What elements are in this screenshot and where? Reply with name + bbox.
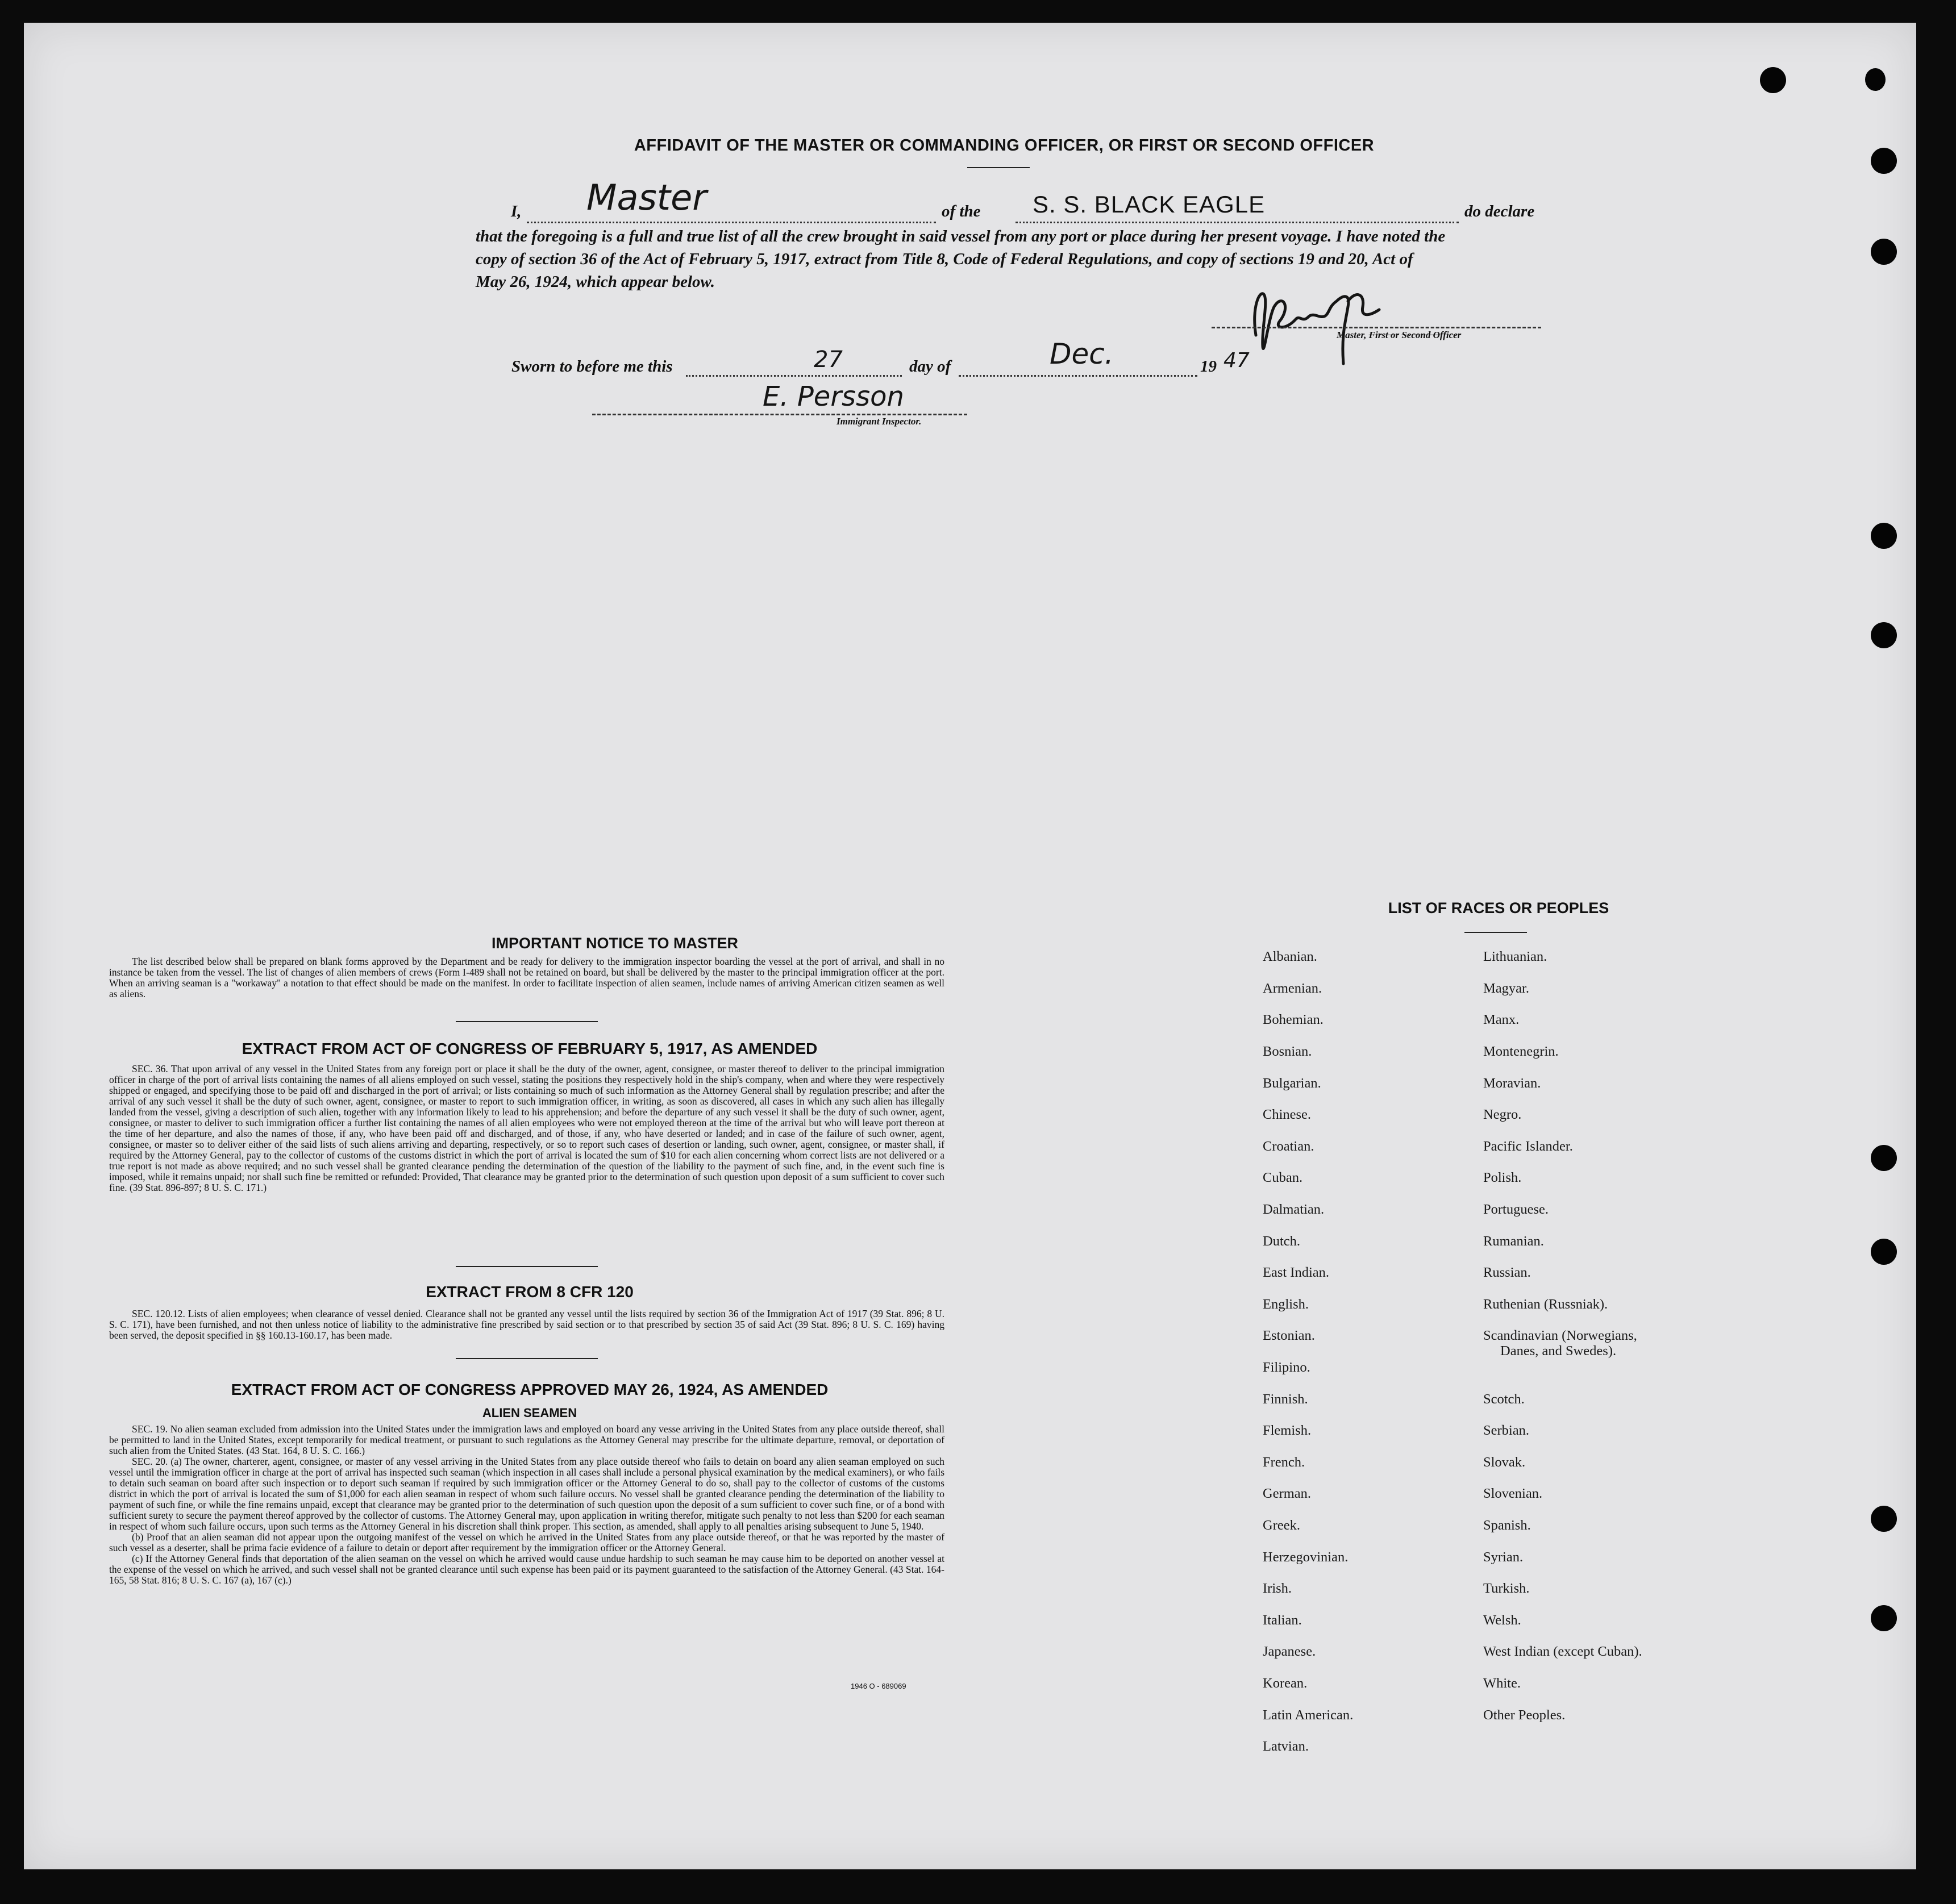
race-right-item: Slovak. bbox=[1483, 1455, 1526, 1470]
race-left-item: Flemish. bbox=[1263, 1423, 1312, 1438]
race-right-item: Magyar. bbox=[1483, 981, 1529, 996]
master-handwritten: Master bbox=[586, 177, 707, 218]
race-left-item: Greek. bbox=[1263, 1518, 1300, 1533]
race-right-item: Polish. bbox=[1483, 1170, 1522, 1185]
race-left-item: English. bbox=[1263, 1297, 1309, 1312]
section-36-text: SEC. 36. That upon arrival of any vessel in the United States from any foreign port or place it shall be the duty of the owner, agent, consignee, or master thereof to deliver to the principal immigration officer in charge of the port of arrival lists containing the names of all aliens employed on such vessel, stating the positions they respectively hold in the ship's company, when and where they were respectively shipped or engaged, and specifying those to be paid off and discharged in the port of arrival; or lists containing so much of such information as the Attorney General shall by regulation prescribe; and after the arrival of any such vessel it shall be the duty of such owner, agent, consignee, or master to report to such immigration officer, in writing, as soon as discovered, all cases in which any such alien has illegally landed from the vessel, giving a description of such alien, together with any information likely to lead to his apprehension; and before the departure of any such vessel it shall be the duty of such owner, agent, consignee, or master to deliver to such immigration officer a further list containing the names of all alien employees who were not employed thereon at the time of the arrival but who will leave port thereon at the time of her departure, and also the names of those, if any, who have been paid off and discharged, and of those, if any, who have deserted or landed; and in case of the failure of such owner, agent, consignee, or master so to deliver either of the said lists of such aliens arriving and departing, respectively, or so to report such cases of desertion or landing, such owner, agent, consignee, or master shall, if required by the Attorney General, pay to the collector of customs of the customs district in which the port of arrival is located the sum of $10 for each alien concerning whom correct lists are not delivered or a true report is not made as above required; and no such vessel shall be granted clearance pending the determination of the question of the liability to the payment of such fine, and, in the event such fine is imposed, while it remains unpaid; nor shall such fine be remitted or refunded: Provided, That clearance may be granted prior to the determination of such question upon deposit of a sum sufficient to cover such fine. (39 Stat. 896-897; 8 U. S. C. 171.) bbox=[109, 1063, 944, 1193]
punch-hole bbox=[1871, 1506, 1897, 1532]
punch-hole bbox=[1760, 67, 1786, 93]
extract-1924-title: EXTRACT FROM ACT OF CONGRESS APPROVED MAY 26, 1924, AS AMENDED bbox=[231, 1381, 829, 1398]
blank-line-name bbox=[527, 222, 936, 223]
race-right-item: Syrian. bbox=[1483, 1549, 1524, 1565]
punch-hole bbox=[1871, 148, 1897, 174]
declaration-line-3: copy of section 36 of the Act of February 5, 1917, extract from Title 8, Code of Federal Regulations, and copy of sections 19 and 20, Act of bbox=[476, 250, 1413, 268]
race-right-item: Other Peoples. bbox=[1483, 1707, 1566, 1723]
race-right-item: Manx. bbox=[1483, 1012, 1520, 1027]
sworn-day: 27 bbox=[814, 347, 843, 373]
race-right-item: Moravian. bbox=[1483, 1076, 1541, 1091]
race-left-item: Italian. bbox=[1263, 1613, 1302, 1628]
divider bbox=[456, 1266, 598, 1267]
master-signature bbox=[1229, 267, 1433, 369]
punch-hole bbox=[1871, 1239, 1897, 1265]
label-of-the: of the bbox=[942, 202, 981, 220]
race-left-item: Bulgarian. bbox=[1263, 1076, 1321, 1091]
race-right-item: West Indian (except Cuban). bbox=[1483, 1644, 1642, 1659]
declaration-line-2: that the foregoing is a full and true list of all the crew brought in said vessel from any port or place during her present voyage. I have noted the bbox=[476, 227, 1446, 245]
race-left-item: Bohemian. bbox=[1263, 1012, 1324, 1027]
divider bbox=[1464, 932, 1527, 933]
section-20a-text: SEC. 20. (a) The owner, charterer, agent, consignee, or master of any vessel arriving in the United States from any place outside thereof who fails to detain on board any alien seaman employed on such vessel until the immigration officer in charge at the port of arrival has inspected such seaman (which inspection in all cases shall include a personal physical examination by the medical examiners), or who fails to detain such seaman on board after such inspection or to deport such seaman if required by such immigration officer or the Attorney General to do so, shall pay to the collector of customs of the customs district in which the port of arrival is located the sum of $1,000 for each alien seaman in respect of whom such failure occurs. No vessel shall be granted clearance pending the determination of the liability to payment of such fine, or while the fine remains unpaid, except that clearance may be granted prior to the determination of such question upon the deposit of a sum sufficient to cover such fine, or of a bond with sufficient surety to secure the payment thereof approved by the collector of customs. The Attorney General may, upon application in writing therefor, mitigate such penalty to not less than $200 for each seaman in respect of whom such failure occurs, upon such terms as the Attorney General in his discretion shall think proper. This section, as amended, shall apply to all penalties arising subsequent to June 5, 1940. bbox=[109, 1456, 944, 1532]
year-prefix: 19 bbox=[1200, 357, 1217, 376]
vessel-name: S. S. BLACK EAGLE bbox=[1033, 191, 1266, 218]
blank-line-day bbox=[686, 375, 902, 377]
print-imprint: 1946 O - 689069 bbox=[851, 1682, 906, 1690]
race-right-item: Portuguese. bbox=[1483, 1202, 1549, 1217]
notice-text: The list described below shall be prepared on blank forms approved by the Department and be ready for delivery to the immigration inspector boarding the vessel at the port of arrival, and shall in no instance be taken from the vessel. The list of changes of alien members of crews (Form I-489 shall not be retained on board, but shall be delivered by the master to the principal immigration officer at the port. When an arriving seaman is a "workaway" a notation to that effect should be made on the manifest. In order to facilitate inspection of alien seamen, include names of arriving American citizen seamen as well as aliens. bbox=[109, 956, 944, 999]
punch-hole bbox=[1871, 622, 1897, 648]
punch-hole bbox=[1871, 523, 1897, 549]
race-left-item: French. bbox=[1263, 1455, 1305, 1470]
race-right-item: Turkish. bbox=[1483, 1581, 1530, 1596]
sworn-month: Dec. bbox=[1050, 338, 1114, 370]
race-left-item: Albanian. bbox=[1263, 949, 1317, 964]
section-20b-text: (b) Proof that an alien seaman did not appear upon the outgoing manifest of the vessel on which he arrived in the United States from any place outside thereof, or that he was reported by the master of such vessel as a deserter, shall be prima facie evidence of a failure to detain or deport after requirement by the immigration officer or the Attorney General. bbox=[109, 1531, 944, 1553]
notice-title: IMPORTANT NOTICE TO MASTER bbox=[492, 935, 738, 952]
race-right-item: Danes, and Swedes). bbox=[1500, 1343, 1617, 1359]
race-left-item: Finnish. bbox=[1263, 1391, 1308, 1407]
affidavit-title: AFFIDAVIT OF THE MASTER OR COMMANDING OFFICER, OR FIRST OR SECOND OFFICER bbox=[634, 136, 1375, 155]
extract-1917-title: EXTRACT FROM ACT OF CONGRESS OF FEBRUARY 5, 1917, AS AMENDED bbox=[242, 1040, 818, 1057]
race-right-item: Montenegrin. bbox=[1483, 1044, 1559, 1059]
divider bbox=[456, 1021, 598, 1022]
race-left-item: Dutch. bbox=[1263, 1234, 1300, 1249]
document-page bbox=[24, 23, 1916, 1869]
race-left-item: Korean. bbox=[1263, 1676, 1308, 1691]
race-left-item: Cuban. bbox=[1263, 1170, 1303, 1185]
race-right-item: Slovenian. bbox=[1483, 1486, 1543, 1501]
blank-line-vessel bbox=[1016, 222, 1459, 223]
caption-master: Master, bbox=[1337, 330, 1367, 340]
race-right-item: Russian. bbox=[1483, 1265, 1531, 1280]
race-right-item: Rumanian. bbox=[1483, 1234, 1544, 1249]
extract-1924-body bbox=[109, 1424, 944, 1586]
race-left-item: Chinese. bbox=[1263, 1107, 1312, 1122]
race-right-item: Scotch. bbox=[1483, 1391, 1525, 1407]
inspector-caption: Immigrant Inspector. bbox=[836, 416, 922, 427]
label-i: I, bbox=[511, 202, 522, 220]
section-19-text: SEC. 19. No alien seaman excluded from admission into the United States under the immigration laws and employed on board any vesse arriving in the United States from any place outside thereof, shall be permitted to land in the United States, except temporarily for medical treatment, or pursuant to such regulations as the Attorney General may prescribe for the ultimate departure, removal, or deportation of such alien from the United States. (43 Stat. 164, 8 U. S. C. 166.) bbox=[109, 1423, 944, 1456]
sworn-label: Sworn to before me this bbox=[511, 357, 673, 376]
caption-first: First or bbox=[1368, 330, 1400, 340]
race-left-item: Filipino. bbox=[1263, 1360, 1310, 1375]
section-120-text: SEC. 120.12. Lists of alien employees; when clearance of vessel denied. Clearance shall not be granted any vessel until the lists required by section 36 of the Immigration Act of 1917 (39 Stat. 896; 8 U. S. C. 171), have been furnished, and not then unless notice of liability to the administrative fine prescribed by said section or to that prescribed by section 35 of said Act (39 Stat. 896; 8 U. S. C. 169) having been served, the deposit specified in §§ 160.13-160.17, has been made. bbox=[109, 1308, 944, 1341]
race-left-item: Japanese. bbox=[1263, 1644, 1316, 1659]
declaration-line-4: May 26, 1924, which appear below. bbox=[476, 273, 715, 291]
race-left-item: Croatian. bbox=[1263, 1139, 1314, 1154]
extract-cfr-title: EXTRACT FROM 8 CFR 120 bbox=[426, 1283, 634, 1301]
punch-hole bbox=[1871, 1145, 1897, 1171]
race-right-item: Pacific Islander. bbox=[1483, 1139, 1573, 1154]
race-left-item: Herzegovinian. bbox=[1263, 1549, 1349, 1565]
divider bbox=[456, 1358, 598, 1359]
extract-1917-body bbox=[109, 1064, 944, 1193]
race-right-item: Serbian. bbox=[1483, 1423, 1529, 1438]
year-suffix: 47 bbox=[1223, 349, 1250, 372]
race-left-item: German. bbox=[1263, 1486, 1312, 1501]
race-right-item: Scandinavian (Norwegians, bbox=[1483, 1328, 1637, 1343]
inspector-line bbox=[592, 414, 967, 415]
race-left-item: East Indian. bbox=[1263, 1265, 1330, 1280]
section-20c-text: (c) If the Attorney General finds that deportation of the alien seaman on the vessel on which he arrived would cause undue hardship to such seaman he may cause him to be deported on another vessel at the expense of the vessel on which he arrived, and such vessel shall not be granted clearance until such expense has been paid or its payment guaranteed to the satisfaction of the Attorney General. (43 Stat. 164-165, 58 Stat. 816; 8 U. S. C. 167 (a), 167 (c).) bbox=[109, 1553, 944, 1586]
notice-body bbox=[109, 956, 944, 999]
punch-hole bbox=[1871, 239, 1897, 265]
signature-line bbox=[1212, 327, 1541, 328]
inspector-signature: E. Persson bbox=[763, 381, 904, 413]
race-left-item: Armenian. bbox=[1263, 981, 1322, 996]
race-right-item: Welsh. bbox=[1483, 1613, 1521, 1628]
punch-hole bbox=[1865, 68, 1886, 91]
punch-hole bbox=[1871, 1605, 1897, 1631]
label-do-declare: do declare bbox=[1464, 202, 1535, 220]
declaration-line-1 bbox=[476, 177, 1544, 224]
signature-caption bbox=[1337, 330, 1461, 341]
day-of-label: day of bbox=[909, 357, 951, 376]
race-right-item: Negro. bbox=[1483, 1107, 1522, 1122]
title-divider bbox=[967, 167, 1030, 168]
race-left-item: Bosnian. bbox=[1263, 1044, 1312, 1059]
race-left-item: Latin American. bbox=[1263, 1707, 1354, 1723]
races-title: LIST OF RACES OR PEOPLES bbox=[1388, 899, 1609, 916]
race-left-item: Dalmatian. bbox=[1263, 1202, 1325, 1217]
alien-seamen-subtitle: ALIEN SEAMEN bbox=[482, 1406, 577, 1420]
sworn-line bbox=[476, 338, 1544, 384]
blank-line-month bbox=[959, 375, 1197, 377]
race-left-item: Irish. bbox=[1263, 1581, 1292, 1596]
race-right-item: Ruthenian (Russniak). bbox=[1483, 1297, 1608, 1312]
race-right-item: Spanish. bbox=[1483, 1518, 1531, 1533]
race-right-item: Lithuanian. bbox=[1483, 949, 1547, 964]
race-right-item: White. bbox=[1483, 1676, 1521, 1691]
extract-cfr-body bbox=[109, 1309, 944, 1341]
caption-second: Second Officer bbox=[1401, 330, 1462, 340]
race-left-item: Latvian. bbox=[1263, 1739, 1309, 1754]
race-left-item: Estonian. bbox=[1263, 1328, 1315, 1343]
